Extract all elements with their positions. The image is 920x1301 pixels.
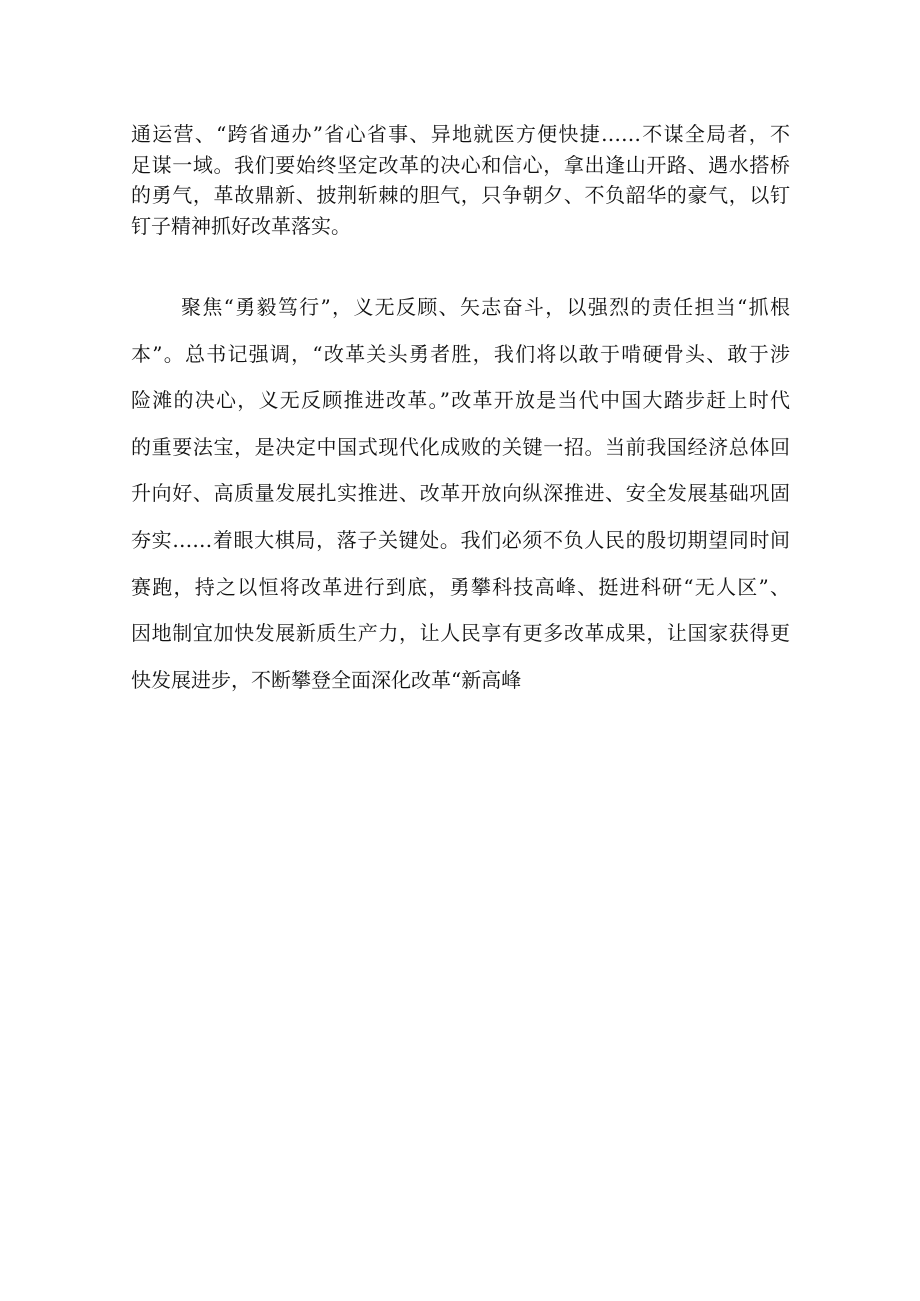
text-line: 险滩的决心，义无反顾推进改革。”改革开放是当代中国大踏步赶上时代	[131, 388, 790, 413]
text-line: 夯实……着眼大棋局，落子关键处。我们必须不负人民的殷切期望同时间	[131, 527, 790, 552]
text-line: 通运营、“跨省通办”省心省事、异地就医方便快捷……不谋全局者，不	[131, 122, 790, 146]
text-line: 本”。总书记强调，“改革关头勇者胜，我们将以敢于啃硬骨头、敢于涉	[131, 341, 790, 366]
text-line: 的重要法宝，是决定中国式现代化成败的关键一招。当前我国经济总体回	[131, 434, 790, 459]
text-line: 的勇气，革故鼎新、披荆斩棘的胆气，只争朝夕、不负韶华的豪气，以钉	[131, 183, 790, 207]
paragraph-reform-determination	[131, 119, 790, 241]
paragraph-courageous-action	[131, 284, 790, 703]
text-line: 升向好、高质量发展扎实推进、改革开放向纵深推进、安全发展基础巩固	[131, 481, 790, 506]
text-line: 赛跑，持之以恒将改革进行到底，勇攀科技高峰、挺进科研“无人区”、	[131, 574, 790, 599]
text-line: 钉子精神抓好改革落实。	[131, 213, 351, 238]
text-line: 足谋一域。我们要始终坚定改革的决心和信心，拿出逢山开路、遇水搭桥	[131, 152, 790, 177]
text-line: 因地制宜加快发展新质生产力，让人民享有更多改革成果，让国家获得更	[131, 621, 790, 646]
text-line: 快发展进步，不断攀登全面深化改革“新高峰	[131, 667, 522, 692]
text-line: 聚焦“勇毅笃行”，义无反顾、矢志奋斗，以强烈的责任担当“抓根	[181, 295, 790, 319]
